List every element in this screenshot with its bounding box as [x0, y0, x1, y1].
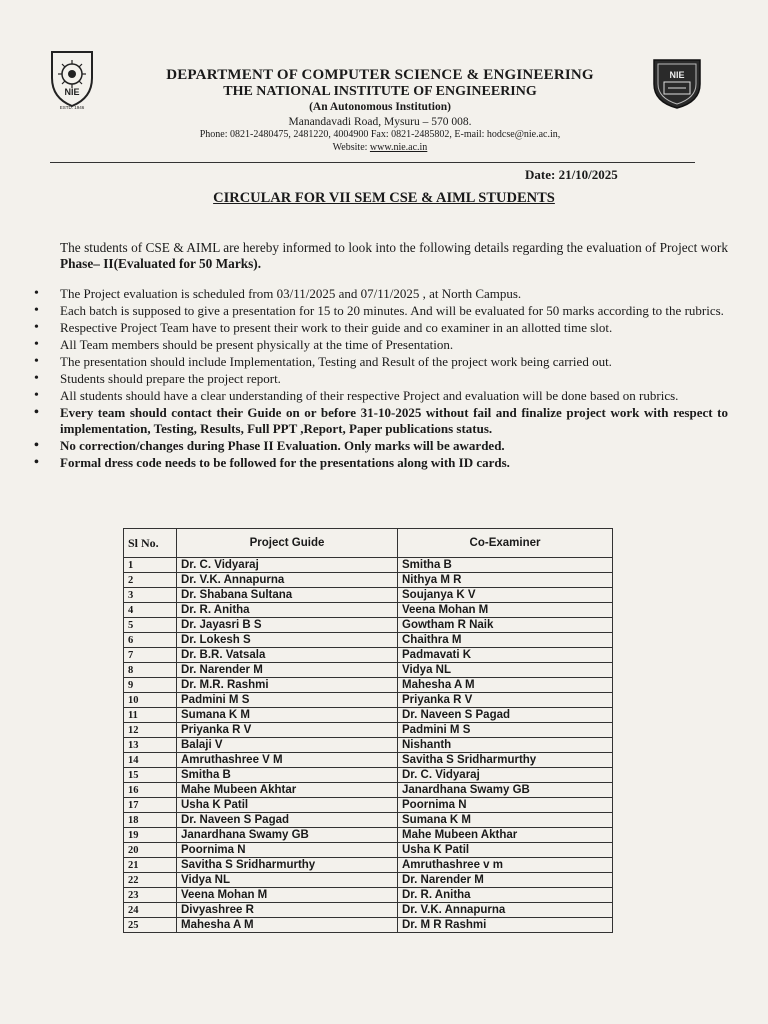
co-examiner-cell: Padmavati K — [398, 648, 613, 663]
guide-examiner-table — [123, 528, 613, 933]
project-guide-cell: Mahe Mubeen Akhtar — [177, 783, 398, 798]
sl-no-cell: 22 — [124, 873, 177, 888]
project-guide-cell: Vidya NL — [177, 873, 398, 888]
instruction-item: • The Project evaluation is scheduled from 03/11/2025 and 07/11/2025 , at North Campus. — [28, 286, 728, 302]
sl-no-cell: 1 — [124, 558, 177, 573]
sl-no-cell: 19 — [124, 828, 177, 843]
sl-no-cell: 2 — [124, 573, 177, 588]
sl-no-cell: 18 — [124, 813, 177, 828]
header-divider — [50, 162, 695, 163]
table-row — [124, 918, 613, 933]
table-row — [124, 903, 613, 918]
instruction-item: • Each batch is supposed to give a presentation for 15 to 20 minutes. And will be evaluated for 50 marks according to the rubrics. — [28, 303, 728, 319]
table-row — [124, 828, 613, 843]
table-row — [124, 708, 613, 723]
sl-no-cell: 6 — [124, 633, 177, 648]
instructions-list — [28, 286, 728, 472]
co-examiner-cell: Smitha B — [398, 558, 613, 573]
table-row — [124, 573, 613, 588]
co-examiner-cell: Dr. Narender M — [398, 873, 613, 888]
table-row — [124, 588, 613, 603]
nie-logo-right — [650, 54, 704, 110]
co-examiner-cell: Priyanka R V — [398, 693, 613, 708]
table-row — [124, 558, 613, 573]
table-row — [124, 663, 613, 678]
contact-line: Phone: 0821-2480475, 2481220, 4004900 Fax: 0821-2485802, E-mail: hodcse@nie.ac.in, — [199, 129, 561, 140]
sl-no-cell: 13 — [124, 738, 177, 753]
table-row — [124, 858, 613, 873]
co-examiner-cell: Nishanth — [398, 738, 613, 753]
project-guide-cell: Usha K Patil — [177, 798, 398, 813]
table-row — [124, 723, 613, 738]
project-guide-cell: Divyashree R — [177, 903, 398, 918]
project-guide-cell: Mahesha A M — [177, 918, 398, 933]
co-examiner-cell: Dr. V.K. Annapurna — [398, 903, 613, 918]
website-line — [110, 141, 650, 154]
co-examiner-cell: Sumana K M — [398, 813, 613, 828]
project-guide-cell: Dr. R. Anitha — [177, 603, 398, 618]
instruction-item: • Formal dress code needs to be followed for the presentations along with ID cards. — [28, 455, 728, 471]
institute-status: (An Autonomous Institution) — [309, 101, 451, 113]
project-guide-cell: Janardhana Swamy GB — [177, 828, 398, 843]
co-examiner-cell: Dr. M R Rashmi — [398, 918, 613, 933]
project-guide-cell: Dr. B.R. Vatsala — [177, 648, 398, 663]
project-guide-cell: Amruthashree V M — [177, 753, 398, 768]
sl-no-cell: 10 — [124, 693, 177, 708]
project-guide-cell: Savitha S Sridharmurthy — [177, 858, 398, 873]
project-guide-cell: Dr. V.K. Annapurna — [177, 573, 398, 588]
svg-text:ESTD. 1946: ESTD. 1946 — [59, 105, 85, 110]
circular-title: CIRCULAR FOR VII SEM CSE & AIML STUDENTS — [213, 190, 555, 206]
header-sl-no: Sl No. — [124, 529, 177, 558]
project-guide-cell: Dr. M.R. Rashmi — [177, 678, 398, 693]
table-row — [124, 813, 613, 828]
intro-text: The students of CSE & AIML are hereby informed to look into the following details regarding the evaluation of Project work — [60, 240, 728, 255]
instruction-item: • All Team members should be present physically at the time of Presentation. — [28, 337, 728, 353]
table-row — [124, 648, 613, 663]
co-examiner-cell: Soujanya K V — [398, 588, 613, 603]
header-co-examiner: Co-Examiner — [398, 529, 613, 558]
sl-no-cell: 25 — [124, 918, 177, 933]
co-examiner-cell: Poornima N — [398, 798, 613, 813]
sl-no-cell: 21 — [124, 858, 177, 873]
sl-no-cell: 20 — [124, 843, 177, 858]
sl-no-cell: 12 — [124, 723, 177, 738]
sl-no-cell: 4 — [124, 603, 177, 618]
project-guide-cell: Dr. Lokesh S — [177, 633, 398, 648]
project-guide-cell: Dr. Naveen S Pagad — [177, 813, 398, 828]
department-name: DEPARTMENT OF COMPUTER SCIENCE & ENGINEERING — [166, 67, 594, 83]
co-examiner-cell: Usha K Patil — [398, 843, 613, 858]
institute-address: Manandavadi Road, Mysuru – 570 008. — [288, 116, 472, 128]
table-row — [124, 618, 613, 633]
table-row — [124, 798, 613, 813]
sl-no-cell: 5 — [124, 618, 177, 633]
sl-no-cell: 3 — [124, 588, 177, 603]
header-project-guide: Project Guide — [177, 529, 398, 558]
website-label: Website: — [332, 142, 370, 153]
sl-no-cell: 23 — [124, 888, 177, 903]
co-examiner-cell: Amruthashree v m — [398, 858, 613, 873]
instruction-item: • Every team should contact their Guide on or before 31-10-2025 without fail and finalize project work with respect to implementation, Testing, Results, Full PPT ,Report, Paper publications status. — [28, 405, 728, 437]
instruction-item: • Students should prepare the project report. — [28, 371, 728, 387]
table-row — [124, 633, 613, 648]
table-header-row — [124, 529, 613, 558]
project-guide-cell: Dr. Shabana Sultana — [177, 588, 398, 603]
sl-no-cell: 17 — [124, 798, 177, 813]
table-row — [124, 753, 613, 768]
co-examiner-cell: Nithya M R — [398, 573, 613, 588]
table-row — [124, 738, 613, 753]
sl-no-cell: 7 — [124, 648, 177, 663]
sl-no-cell: 16 — [124, 783, 177, 798]
co-examiner-cell: Gowtham R Naik — [398, 618, 613, 633]
svg-text:NIE: NIE — [64, 87, 80, 97]
table-row — [124, 678, 613, 693]
table-row — [124, 768, 613, 783]
co-examiner-cell: Mahesha A M — [398, 678, 613, 693]
institute-name: THE NATIONAL INSTITUTE OF ENGINEERING — [223, 84, 537, 99]
sl-no-cell: 14 — [124, 753, 177, 768]
instruction-item: • The presentation should include Implementation, Testing and Result of the project work being carried out. — [28, 354, 728, 370]
website-link[interactable]: www.nie.ac.in — [369, 142, 428, 153]
project-guide-cell: Padmini M S — [177, 693, 398, 708]
co-examiner-cell: Vidya NL — [398, 663, 613, 678]
circular-date: Date: 21/10/2025 — [525, 167, 618, 182]
svg-text:NIE: NIE — [669, 70, 685, 80]
intro-phase: Phase– II(Evaluated for 50 Marks). — [60, 256, 262, 271]
table-row — [124, 783, 613, 798]
co-examiner-cell: Mahe Mubeen Akthar — [398, 828, 613, 843]
co-examiner-cell: Padmini M S — [398, 723, 613, 738]
project-guide-cell: Sumana K M — [177, 708, 398, 723]
project-guide-cell: Poornima N — [177, 843, 398, 858]
co-examiner-cell: Dr. Naveen S Pagad — [398, 708, 613, 723]
co-examiner-cell: Veena Mohan M — [398, 603, 613, 618]
table-row — [124, 693, 613, 708]
nie-logo-left — [46, 48, 98, 110]
instruction-item: • All students should have a clear understanding of their respective Project and evaluation will be done based on rubrics. — [28, 388, 728, 404]
table-row — [124, 603, 613, 618]
table-row — [124, 843, 613, 858]
intro-paragraph — [60, 240, 728, 272]
sl-no-cell: 11 — [124, 708, 177, 723]
project-guide-cell: Dr. C. Vidyaraj — [177, 558, 398, 573]
co-examiner-cell: Savitha S Sridharmurthy — [398, 753, 613, 768]
project-guide-cell: Dr. Narender M — [177, 663, 398, 678]
co-examiner-cell: Janardhana Swamy GB — [398, 783, 613, 798]
co-examiner-cell: Chaithra M — [398, 633, 613, 648]
project-guide-cell: Smitha B — [177, 768, 398, 783]
table-row — [124, 888, 613, 903]
project-guide-cell: Veena Mohan M — [177, 888, 398, 903]
instruction-item: • Respective Project Team have to present their work to their guide and co examiner in an allotted time slot. — [28, 320, 728, 336]
sl-no-cell: 15 — [124, 768, 177, 783]
co-examiner-cell: Dr. R. Anitha — [398, 888, 613, 903]
project-guide-cell: Balaji V — [177, 738, 398, 753]
sl-no-cell: 24 — [124, 903, 177, 918]
table-row — [124, 873, 613, 888]
table-body — [124, 558, 613, 933]
sl-no-cell: 8 — [124, 663, 177, 678]
project-guide-cell: Priyanka R V — [177, 723, 398, 738]
co-examiner-cell: Dr. C. Vidyaraj — [398, 768, 613, 783]
sl-no-cell: 9 — [124, 678, 177, 693]
instruction-item: • No correction/changes during Phase II Evaluation. Only marks will be awarded. — [28, 438, 728, 454]
letterhead — [110, 66, 650, 154]
project-guide-cell: Dr. Jayasri B S — [177, 618, 398, 633]
